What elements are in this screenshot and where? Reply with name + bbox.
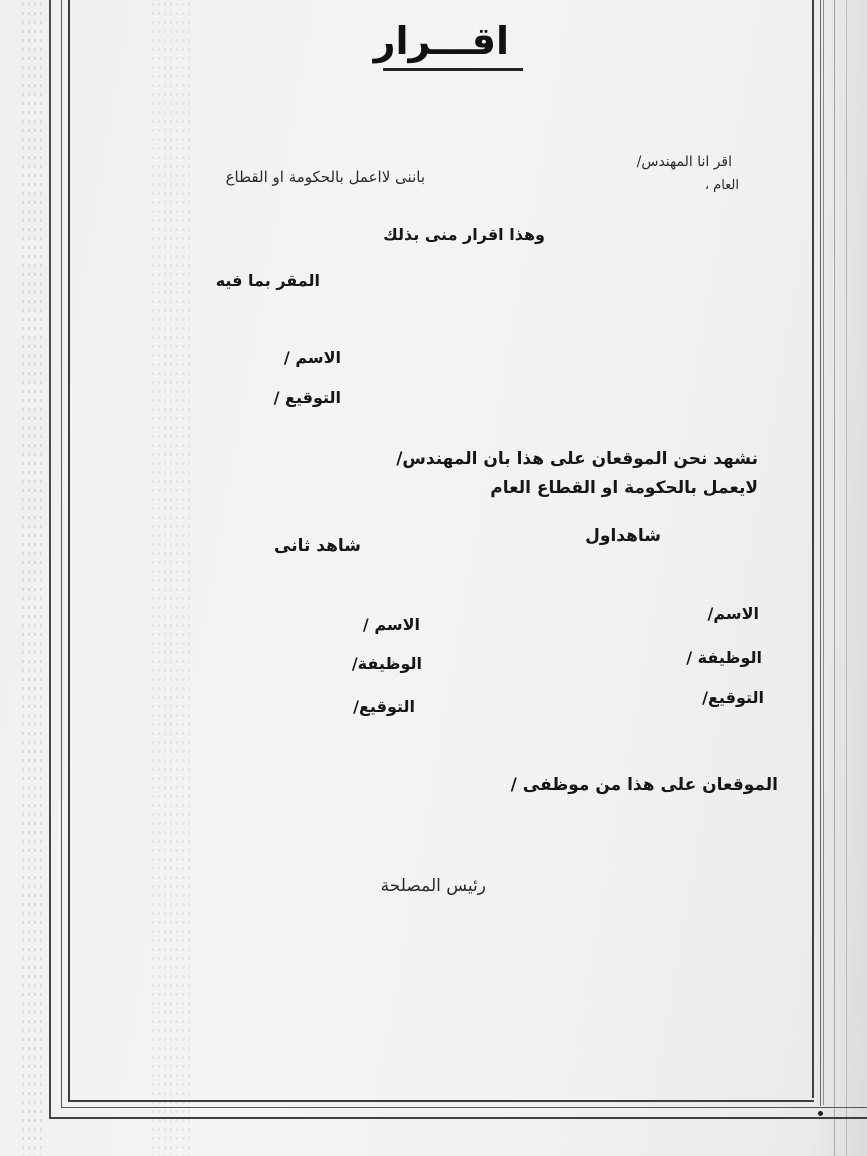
witness-statement-line2: لايعمل بالحكومة او القطاع العام — [490, 478, 758, 498]
witness-statement-line1: نشهد نحن الموقعان على هذا بان المهندس/ — [396, 449, 758, 469]
second-witness-name-label: الاسم / — [362, 615, 420, 634]
first-witness-heading: شاهداول — [585, 526, 661, 546]
department-head-label: رئيس المصلحة — [380, 876, 486, 896]
document-title: اقـــرار — [373, 19, 509, 63]
intro-statement: باننى لااعمل بالحكومة او القطاع — [225, 168, 425, 186]
intro-public-label: العام ، — [704, 178, 739, 193]
first-witness-job-label: الوظيفة / — [686, 648, 762, 667]
border-line — [49, 0, 51, 1118]
border-line — [820, 0, 821, 1106]
page-edge — [823, 0, 824, 1105]
title-underline — [383, 68, 523, 71]
border-line — [49, 1117, 867, 1119]
declarant-heading: المقر بما فيه — [215, 271, 320, 290]
border-line — [61, 1107, 867, 1108]
first-witness-name-label: الاسم/ — [707, 604, 759, 623]
intro-engineer-label: اقر انا المهندس/ — [636, 154, 732, 170]
border-line — [68, 1100, 814, 1102]
ink-dot — [818, 1111, 823, 1116]
border-line — [68, 0, 70, 1100]
print-dot-pattern — [20, 0, 44, 1156]
declarant-name-label: الاسم / — [283, 348, 341, 367]
border-line — [61, 0, 62, 1108]
border-line — [812, 0, 814, 1098]
page-shadow — [807, 0, 867, 1156]
print-dot-pattern — [150, 0, 190, 1156]
second-witness-job-label: الوظيفة/ — [351, 654, 422, 673]
declarant-signature-label: التوقيع / — [273, 388, 341, 407]
second-witness-signature-label: التوقيع/ — [353, 697, 415, 716]
employees-signed-label: الموقعان على هذا من موظفى / — [510, 775, 778, 795]
confirmation-statement: وهذا اقرار منى بذلك — [383, 225, 545, 244]
second-witness-heading: شاهد ثانى — [274, 536, 361, 556]
page-edge — [846, 0, 847, 1156]
first-witness-signature-label: التوقيع/ — [702, 688, 764, 707]
page-edge — [834, 0, 835, 1156]
